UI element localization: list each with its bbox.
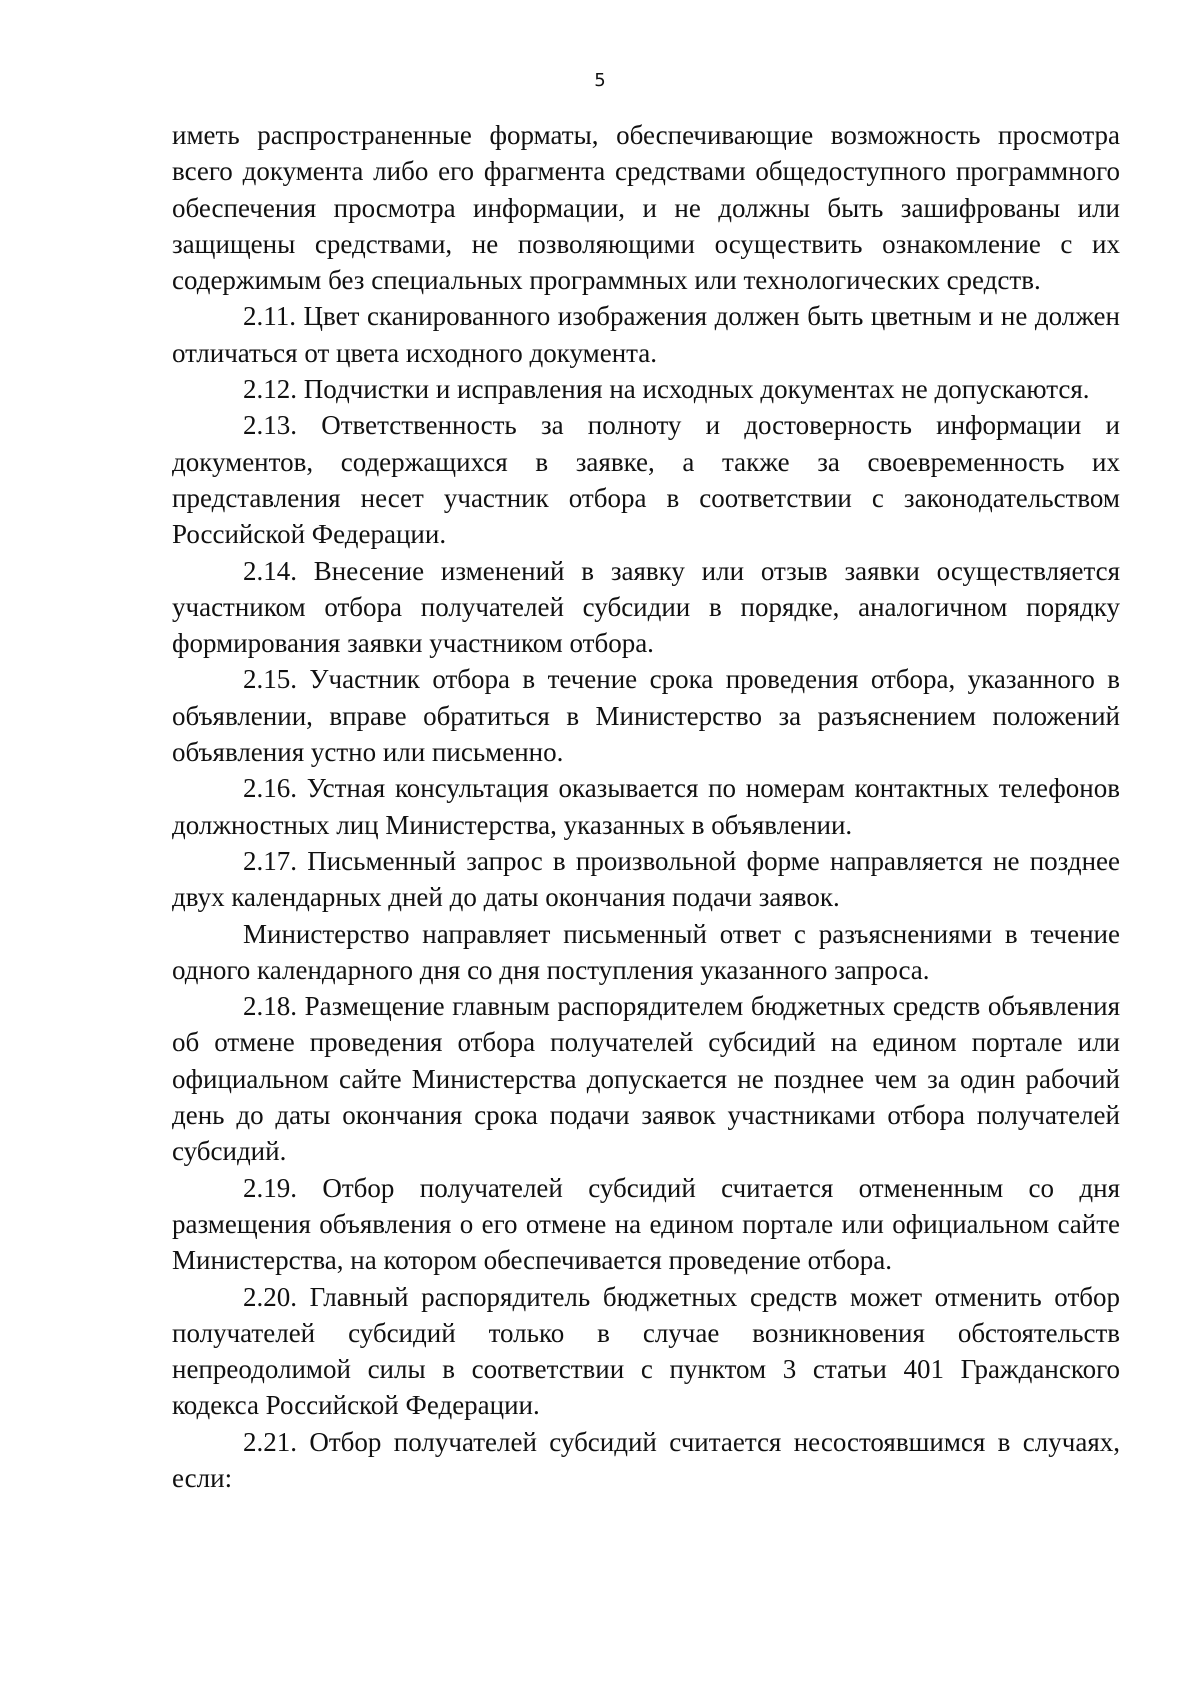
document-body [172, 117, 1120, 1496]
paragraph-2-17: 2.17. Письменный запрос в произвольной форме направляется не позднее двух календарных дней до даты окончания подачи заявок. [172, 845, 1120, 913]
paragraph-2-17-answer: Министерство направляет письменный ответ с разъяснениями в течение одного календарного дня со дня поступления указанного запроса. [172, 918, 1120, 985]
paragraph-2-18: 2.18. Размещение главным распорядителем бюджетных средств объявления об отмене проведения отбора получателей субсидий на едином портале или официальном сайте Министерства допускается не позднее чем за один рабочий день до даты окончания срока подачи заявок участниками отбора получателей субсидий. [172, 991, 1120, 1167]
paragraph-2-14: 2.14. Внесение изменений в заявку или отзыв заявки осуществляется участником отбора получателей субсидии в порядке, аналогичном порядку формирования заявки участником отбора. [172, 555, 1120, 659]
paragraph-2-12: 2.12. Подчистки и исправления на исходных документах не допускаются. [243, 374, 1090, 405]
paragraph-2-13: 2.13. Ответственность за полноту и достоверность информации и документов, содержащихся в заявке, а также за своевременность их представления несет участник отбора в соответствии с законодательством Российской Федерации. [172, 410, 1120, 550]
paragraph-2-21: 2.21. Отбор получателей субсидий считается несостоявшимся в случаях, если: [172, 1426, 1120, 1493]
paragraph-2-11: 2.11. Цвет сканированного изображения должен быть цветным и не должен отличаться от цвета исходного документа. [172, 301, 1120, 368]
paragraph-continuation: иметь распространенные форматы, обеспечивающие возможность просмотра всего документа либо его фрагмента средствами общедоступного программного обеспечения просмотра информации, и не должны быть зашифрованы или защищены средствами, не позволяющими осуществить ознакомление с их содержимым без специальных программных или технологических средств. [172, 120, 1120, 296]
paragraph-2-16: 2.16. Устная консультация оказывается по номерам контактных телефонов должностных лиц Министерства, указанных в объявлении. [172, 773, 1120, 840]
paragraph-2-15: 2.15. Участник отбора в течение срока проведения отбора, указанного в объявлении, вправе обратиться в Министерство за разъяснением положений объявления устно или письменно. [172, 664, 1120, 768]
paragraph-2-20: 2.20. Главный распорядитель бюджетных средств может отменить отбор получателей субсидий только в случае возникновения обстоятельств непреодолимой силы в соответствии с пунктом 3 статьи 401 Гражданского кодекса Российской Федерации. [172, 1281, 1120, 1421]
page-number: 5 [594, 70, 606, 91]
paragraph-2-19: 2.19. Отбор получателей субсидий считается отмененным со дня размещения объявления о его отмене на едином портале или официальном сайте Министерства, на котором обеспечивается проведение отбора. [172, 1172, 1120, 1276]
